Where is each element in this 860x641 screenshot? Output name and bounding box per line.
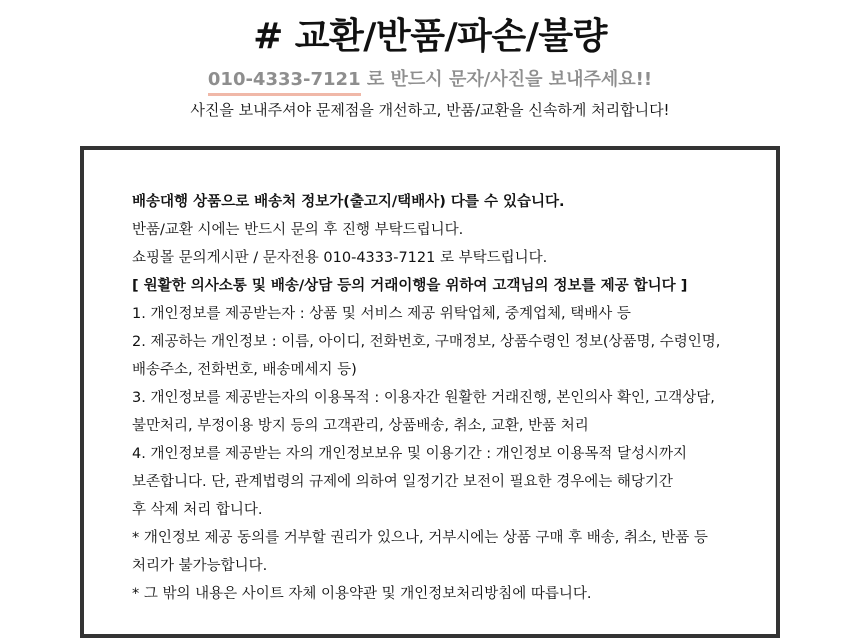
subtitle: 사진을 보내주셔야 문제점을 개선하고, 반품/교환을 신속하게 처리합니다!	[190, 101, 670, 119]
contact-line	[0, 66, 860, 96]
notice-line-shipping-info: 배송대행 상품으로 배송처 정보가(출고지/택배사) 다를 수 있습니다.	[132, 194, 565, 210]
notice-line-refusal: * 개인정보 제공 동의를 거부할 권리가 있으나, 거부시에는 상품 구매 후 배송, 취소, 반품 등	[132, 530, 708, 546]
notice-line-privacy-heading: [ 원활한 의사소통 및 배송/상담 등의 거래이행을 위하여 고객님의 정보를 제공 합니다 ]	[132, 278, 688, 294]
notice-line-purpose-cont: 불만처리, 부정이용 방지 등의 고객관리, 상품배송, 취소, 교환, 반품 처리	[132, 418, 589, 434]
notice-box	[80, 146, 780, 638]
notice-line-retention-end: 후 삭제 처리 합니다.	[132, 502, 263, 518]
notice-body	[132, 188, 762, 608]
notice-line-provided-info-cont: 배송주소, 전화번호, 배송메세지 등)	[132, 362, 357, 378]
phone-number: 010-4333-7121	[208, 68, 361, 96]
notice-line-recipients: 1. 개인정보를 제공받는자 : 상품 및 서비스 제공 위탁업체, 중계업체, 택배사 등	[132, 306, 631, 322]
notice-line-refusal-cont: 처리가 불가능합니다.	[132, 558, 268, 574]
notice-line-contact: 쇼핑몰 문의게시판 / 문자전용 010-4333-7121 로 부탁드립니다.	[132, 250, 548, 266]
notice-line-other-terms: * 그 밖의 내용은 사이트 자체 이용약관 및 개인정보처리방침에 따릅니다.	[132, 586, 592, 602]
notice-line-provided-info: 2. 제공하는 개인정보 : 이름, 아이디, 전화번호, 구매정보, 상품수령인 정보(상품명, 수령인명,	[132, 334, 721, 350]
notice-line-return-inquiry: 반품/교환 시에는 반드시 문의 후 진행 부탁드립니다.	[132, 222, 464, 238]
notice-line-retention-cont: 보존합니다. 단, 관계법령의 규제에 의하여 일정기간 보전이 필요한 경우에는 해당기간	[132, 474, 673, 490]
notice-line-retention: 4. 개인정보를 제공받는 자의 개인정보보유 및 이용기간 : 개인정보 이용목적 달성시까지	[132, 446, 688, 462]
notice-line-purpose: 3. 개인정보를 제공받는자의 이용목적 : 이용자간 원활한 거래진행, 본인의사 확인, 고객상담,	[132, 390, 715, 406]
page-title: # 교환/반품/파손/불량	[253, 16, 607, 57]
contact-suffix: 로 반드시 문자/사진을 보내주세요!!	[360, 69, 653, 90]
